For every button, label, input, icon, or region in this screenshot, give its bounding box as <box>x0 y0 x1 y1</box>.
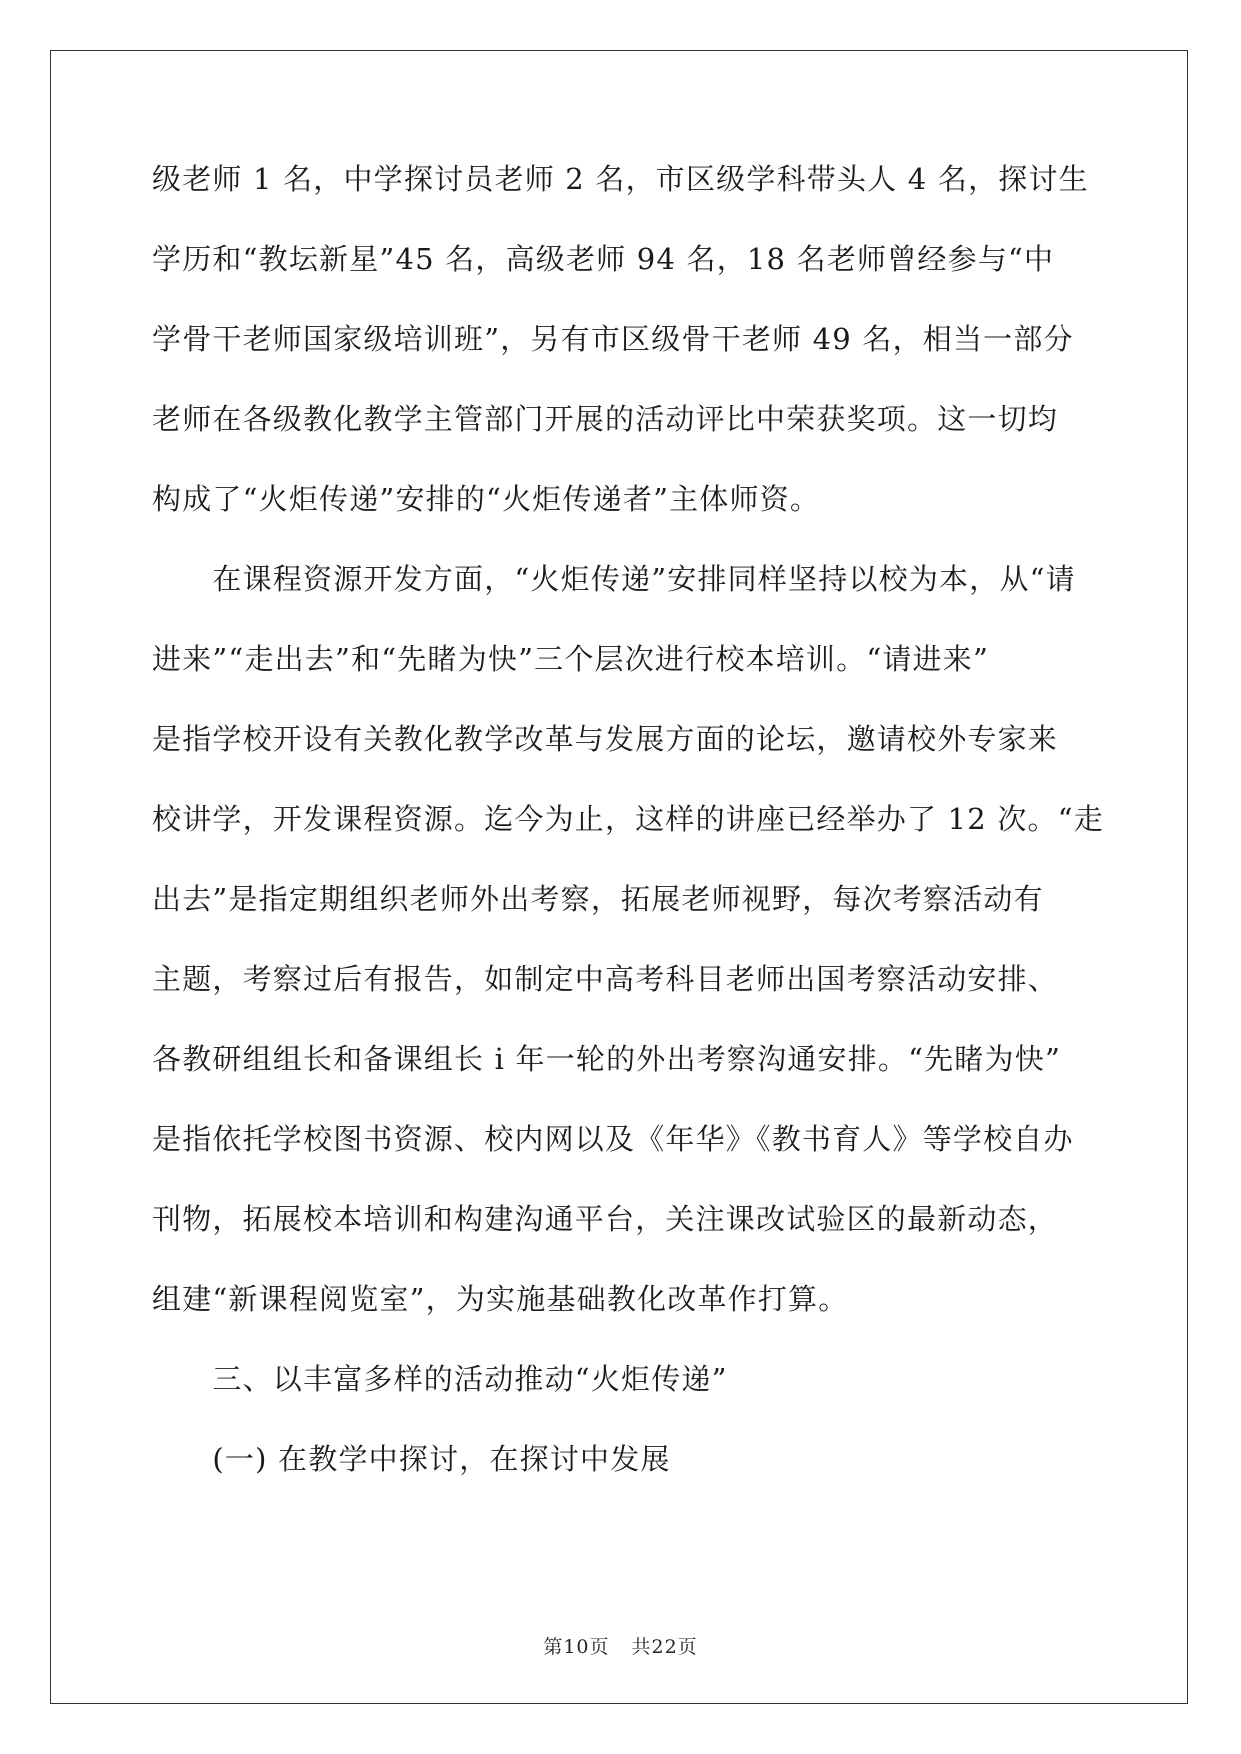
text-line-2: 学历和“教坛新星”45 名，高级老师 94 名，18 名老师曾经参与“中 <box>152 242 1055 276</box>
text-line-7: 进来”“走出去”和“先睹为快”三个层次进行校本培训。“请进来” <box>152 642 989 676</box>
text-line-8: 是指学校开设有关教化教学改革与发展方面的论坛，邀请校外专家来 <box>152 722 1059 756</box>
text-line-13: 是指依托学校图书资源、校内网以及《年华》《教书育人》等学校自办 <box>152 1122 1074 1156</box>
page-number: 第10页 <box>543 1636 610 1658</box>
text-line-15: 组建“新课程阅览室”，为实施基础教化改革作打算。 <box>152 1282 849 1316</box>
text-line-5: 构成了“火炬传递”安排的“火炬传递者”主体师资。 <box>152 482 821 516</box>
text-line-14: 刊物，拓展校本培训和构建沟通平台，关注课改试验区的最新动态， <box>152 1202 1059 1236</box>
text-line-6: 在课程资源开发方面，“火炬传递”安排同样坚持以校为本，从“请 <box>152 562 1076 596</box>
text-line-11: 主题，考察过后有报告，如制定中高考科目老师出国考察活动安排、 <box>152 962 1059 996</box>
page-footer <box>0 1632 1241 1659</box>
text-line-10: 出去”是指定期组织老师外出考察，拓展老师视野，每次考察活动有 <box>152 882 1044 916</box>
text-line-3: 学骨干老师国家级培训班”，另有市区级骨干老师 49 名，相当一部分 <box>152 322 1074 356</box>
text-line-4: 老师在各级教化教学主管部门开展的活动评比中荣获奖项。这一切均 <box>152 402 1059 436</box>
text-line-1: 级老师 1 名，中学探讨员老师 2 名，市区级学科带头人 4 名，探讨生 <box>152 162 1089 196</box>
text-line-9: 校讲学，开发课程资源。迄今为止，这样的讲座已经举办了 12 次。“走 <box>152 802 1104 836</box>
subsection-heading: (一) 在教学中探讨，在探讨中发展 <box>152 1442 671 1476</box>
page-total: 共22页 <box>631 1636 698 1658</box>
section-heading: 三、以丰富多样的活动推动“火炬传递” <box>152 1362 728 1396</box>
text-line-12: 各教研组组长和备课组长 i 年一轮的外出考察沟通安排。“先睹为快” <box>152 1042 1061 1076</box>
document-body <box>152 162 1104 1525</box>
